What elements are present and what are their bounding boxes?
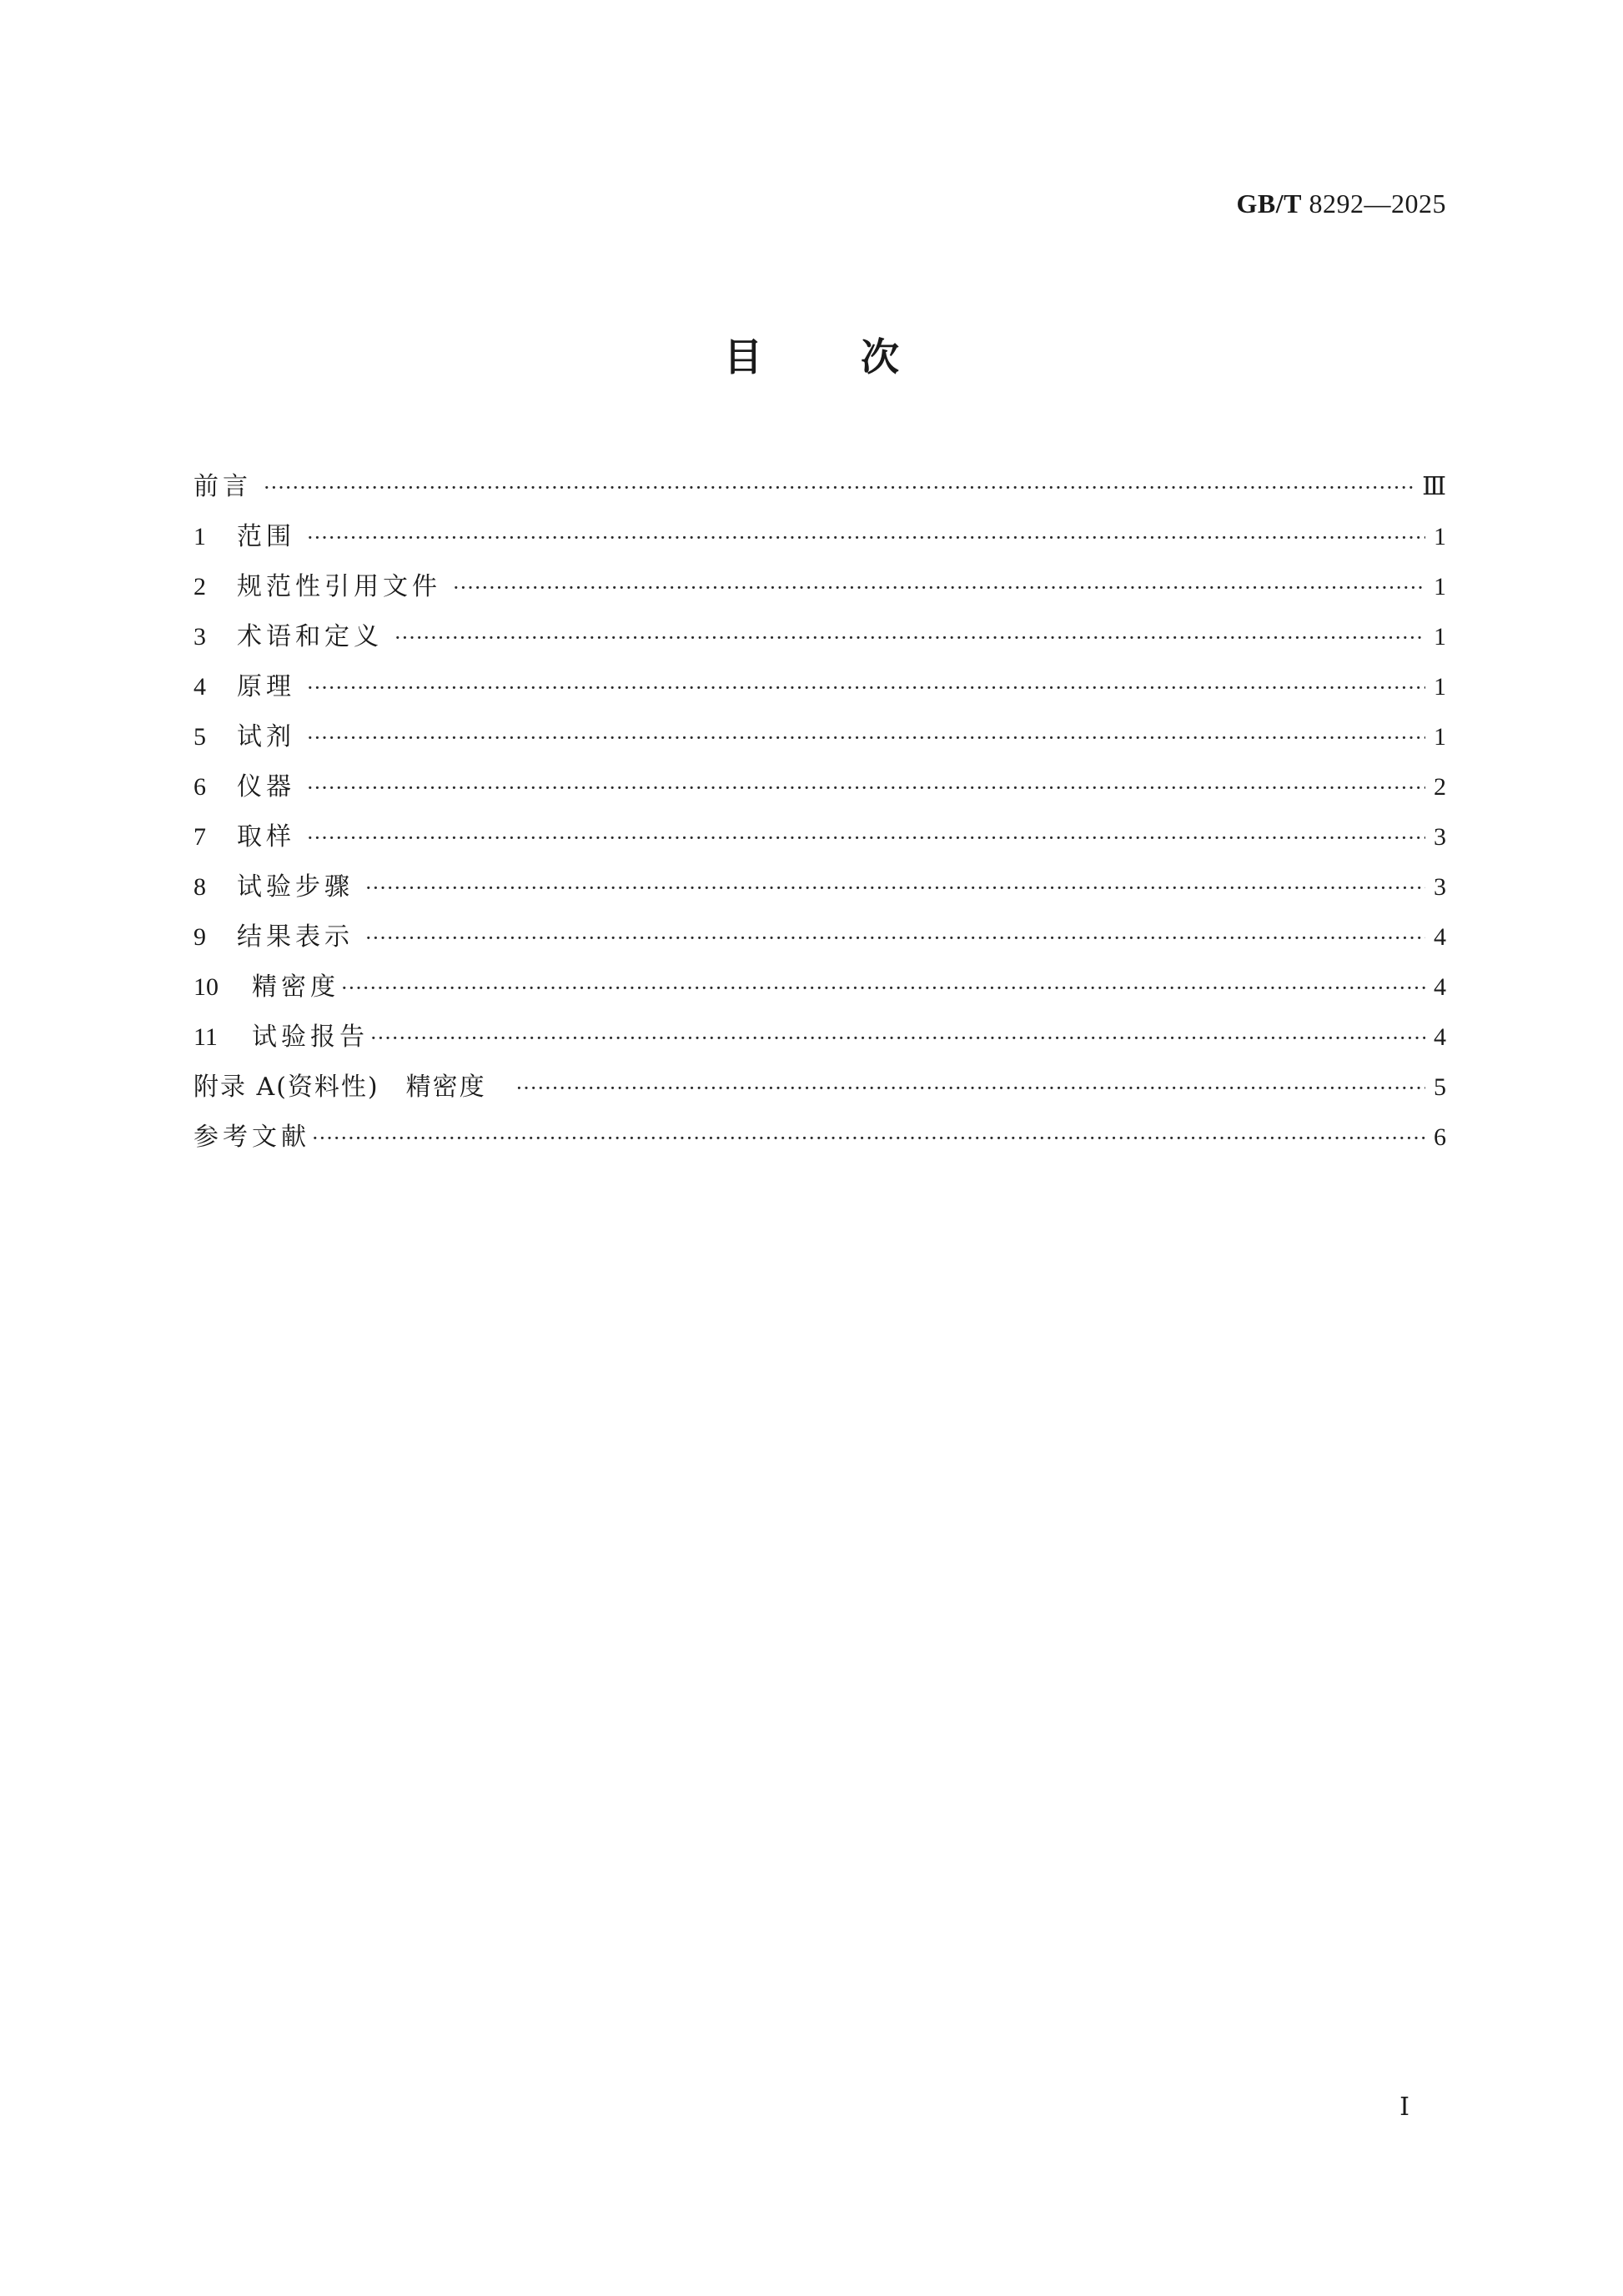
toc-entry-4[interactable]: [193, 662, 1446, 712]
toc-entry-11[interactable]: [193, 1012, 1446, 1063]
toc-dot-leader: [307, 513, 1425, 563]
toc-entry-annex-a[interactable]: [193, 1063, 1446, 1113]
toc-entry-number: 10: [193, 973, 219, 1001]
toc-entry-label: 精密度: [252, 972, 339, 1002]
toc-dot-leader: [453, 563, 1425, 613]
toc-entry-label: 前言: [193, 472, 252, 501]
toc-entry-1[interactable]: [193, 512, 1446, 562]
toc-entry-number: 11: [193, 1023, 218, 1051]
toc-dot-leader: [365, 863, 1425, 913]
toc-entry-number: 8: [193, 873, 206, 901]
toc-entry-page: 1: [1434, 723, 1446, 751]
toc-entry-3[interactable]: [193, 612, 1446, 662]
toc-entry-references[interactable]: [193, 1113, 1446, 1163]
toc-entry-10[interactable]: [193, 962, 1446, 1012]
toc-dot-leader: [370, 1013, 1425, 1063]
toc-dot-leader: [307, 663, 1425, 713]
toc-dot-leader: [307, 763, 1425, 813]
toc-dot-leader: [516, 1063, 1425, 1113]
page-title: [0, 332, 1623, 382]
toc-entry-number: 5: [193, 723, 206, 751]
toc-entry-7[interactable]: [193, 812, 1446, 862]
toc-entry-label: 范围: [237, 522, 295, 551]
toc-entry-label: 试剂: [237, 722, 295, 751]
toc-entry-page: 3: [1434, 823, 1446, 851]
toc-entry-label: 结果表示: [237, 922, 354, 952]
toc-entry-label: 参考文献: [193, 1123, 310, 1152]
standard-code-number: 8292—2025: [1309, 188, 1446, 219]
toc-entry-5[interactable]: [193, 712, 1446, 762]
toc-entry-label: 取样: [237, 822, 295, 852]
toc-entry-page: 5: [1434, 1073, 1446, 1101]
toc-dot-leader: [365, 913, 1425, 963]
toc-entry-page: 1: [1434, 623, 1446, 651]
toc-dot-leader: [341, 963, 1425, 1013]
standard-code-prefix: GB/T: [1236, 188, 1302, 219]
toc-entry-page: 4: [1434, 1023, 1446, 1051]
standard-code: [1237, 188, 1446, 219]
toc-entry-page: Ⅲ: [1422, 473, 1446, 500]
toc-entry-label: 规范性引用文件: [237, 572, 441, 601]
page-folio: Ⅰ: [1399, 2093, 1409, 2121]
toc-entry-label: 附录 A(资料性) 精密度: [193, 1073, 486, 1102]
toc-entry-number: 3: [193, 623, 206, 651]
toc-entry-page: 3: [1434, 873, 1446, 901]
toc-dot-leader: [307, 813, 1425, 863]
toc-entry-number: 1: [193, 523, 206, 550]
toc-entry-page: 1: [1434, 523, 1446, 550]
toc-entry-label: 试验报告: [252, 1022, 369, 1052]
toc-entry-label: 术语和定义: [237, 622, 383, 651]
toc-dot-leader: [307, 713, 1425, 763]
toc-entry-6[interactable]: [193, 762, 1446, 812]
toc-entry-page: 1: [1434, 573, 1446, 600]
toc-dot-leader: [264, 463, 1414, 513]
toc-entry-number: 2: [193, 573, 206, 600]
toc-entry-page: 4: [1434, 923, 1446, 951]
toc-entry-number: 9: [193, 923, 206, 951]
toc-entry-label: 试验步骤: [237, 872, 354, 902]
toc-entry-number: 4: [193, 673, 206, 701]
toc-entry-page: 4: [1434, 973, 1446, 1001]
toc-dot-leader: [394, 613, 1425, 663]
toc-dot-leader: [312, 1113, 1425, 1163]
toc-entry-2[interactable]: [193, 562, 1446, 612]
toc-entry-preface[interactable]: [193, 462, 1446, 512]
toc-entry-page: 2: [1434, 773, 1446, 801]
toc-entry-page: 6: [1434, 1123, 1446, 1151]
toc-entry-label: 原理: [237, 672, 295, 701]
toc-entry-page: 1: [1434, 673, 1446, 701]
title-char-2: 次: [861, 334, 899, 379]
toc-entry-number: 7: [193, 823, 206, 851]
table-of-contents: [193, 462, 1446, 1163]
toc-entry-label: 仪器: [237, 772, 295, 801]
toc-entry-9[interactable]: [193, 912, 1446, 962]
toc-entry-8[interactable]: [193, 862, 1446, 912]
title-char-1: 目: [724, 334, 762, 379]
toc-entry-number: 6: [193, 773, 206, 801]
